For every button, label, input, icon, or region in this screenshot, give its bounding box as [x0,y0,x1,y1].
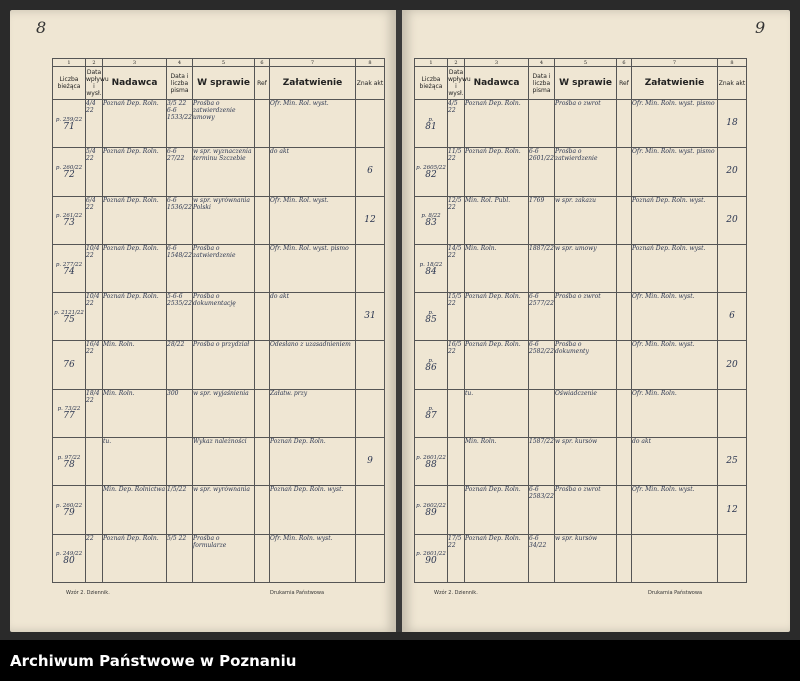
cell-sign [718,534,747,582]
cell-entry-number: 74 [63,266,75,277]
cell-ref-number: p. [428,406,434,413]
cell-sign: 18 [718,100,747,148]
cell-date-sign: 6-6 34/22 [529,534,555,582]
cell-sign [356,100,385,148]
col-number: 5 [193,59,255,67]
cell-lp [415,148,448,196]
cell-date-recv: 4/4 22 [86,100,103,148]
ledger-body-left [53,100,385,583]
cell-sign [718,244,747,292]
cell-ref [617,100,632,148]
cell-settlement: do akt [270,148,356,196]
cell-ref-number: p. [428,116,434,123]
cell-sign: 6 [718,293,747,341]
cell-date-sign: 6-6 1536/22 [167,196,193,244]
col-number: 7 [270,59,356,67]
col-number: 8 [356,59,385,67]
cell-sign: 20 [718,148,747,196]
ledger-row [53,100,385,148]
header-lp: Liczba bieżąca [415,67,448,100]
ledger-row [53,389,385,437]
cell-entry-number: 77 [63,411,75,422]
cell-ref-number: p. 97/22 [57,454,81,461]
ledger-row [415,534,747,582]
cell-sender: Poznań Dep. Roln. [465,100,529,148]
cell-ref-number: p. 259/22 [55,116,83,123]
cell-sender: Poznań Dep. Roln. [103,534,167,582]
header-ref: Ref [255,67,270,100]
cell-lp [415,534,448,582]
ledger-row [415,389,747,437]
cell-lp [53,438,86,486]
cell-ref [617,389,632,437]
col-number: 5 [555,59,617,67]
left-page-number: 8 [36,18,47,37]
cell-matter: Oświadczenie [555,389,617,437]
cell-ref [617,341,632,389]
header-lp: Liczba bieżąca [53,67,86,100]
cell-ref [617,148,632,196]
cell-sign: 20 [718,341,747,389]
cell-entry-number: 71 [63,121,75,132]
cell-lp [415,196,448,244]
cell-sign [356,486,385,534]
cell-sender: Poznań Dep. Roln. [103,293,167,341]
cell-settlement: Poznań Dep. Roln. wyst. [632,244,718,292]
cell-ref-number: p. 261/22 [55,213,83,220]
header-date-sign: Data i liczba pisma [167,67,193,100]
ledger-row [53,486,385,534]
cell-settlement: Ofr. Min. Rol. wyst. pismo [270,244,356,292]
col-number: 3 [465,59,529,67]
cell-sender: tu. [103,438,167,486]
cell-date-recv: 6/4 22 [86,196,103,244]
cell-sender: Poznań Dep. Roln. [103,100,167,148]
cell-entry-number: 84 [425,266,437,277]
column-number-row [415,59,747,67]
cell-entry-number: 73 [63,218,75,229]
cell-entry-number: 85 [425,314,437,325]
header-sender: Nadawca [465,67,529,100]
cell-ref-number: p. 73/22 [57,406,81,413]
cell-sender: tu. [465,389,529,437]
cell-ref [255,100,270,148]
cell-ref [617,486,632,534]
cell-date-sign: 28/22 [167,341,193,389]
cell-settlement: Poznań Dep. Roln. [270,438,356,486]
cell-sender: Min. Dep. Rolnictwa [103,486,167,534]
column-number-row [53,59,385,67]
cell-date-sign: 1/5/22 [167,486,193,534]
cell-ref-number: p. 2605/22 [416,164,446,171]
header-matter: W sprawie [555,67,617,100]
cell-lp [415,293,448,341]
cell-sign: 31 [356,293,385,341]
cell-sign: 12 [356,196,385,244]
col-number: 3 [103,59,167,67]
cell-matter: Prośba o zwrot [555,293,617,341]
cell-matter: w spr. umowy [555,244,617,292]
cell-lp [53,148,86,196]
cell-ref-number: p. [428,309,434,316]
cell-date-sign [529,100,555,148]
cell-settlement: do akt [270,293,356,341]
cell-matter: Prośba o zwrot [555,100,617,148]
ledger-row [415,293,747,341]
cell-sender: Min. Rol. Publ. [465,196,529,244]
cell-matter: w spr. wyrównania Polski [193,196,255,244]
cell-matter: w spr. kursów [555,534,617,582]
cell-sender: Min. Roln. [465,244,529,292]
cell-ref [255,244,270,292]
cell-entry-number: 87 [425,411,437,422]
cell-matter: w spr. wyrównania [193,486,255,534]
cell-lp [415,244,448,292]
cell-settlement: Ofr. Min. Rol. wyst. [270,196,356,244]
cell-ref [617,534,632,582]
cell-entry-number: 83 [425,218,437,229]
cell-matter: Prośba o zwrot [555,486,617,534]
cell-date-sign: 6-6 2601/22 [529,148,555,196]
cell-date-sign: 6-6 27/22 [167,148,193,196]
header-date-recv: Data wpływu i wysł. [86,67,103,100]
cell-ref [617,196,632,244]
cell-matter: Prośba o zatwierdzenie [193,244,255,292]
footer-form-label-left: Wzór 2. Dziennik. [66,590,110,596]
cell-settlement: Załatw. przy [270,389,356,437]
cell-date-sign: 5/5 22 [167,534,193,582]
cell-matter: w spr. kursów [555,438,617,486]
cell-sender: Poznań Dep. Roln. [103,148,167,196]
ledger-row [415,341,747,389]
ledger-row [415,148,747,196]
ledger-row [53,438,385,486]
cell-settlement: Ofr. Min. Rol. wyst. [270,100,356,148]
cell-date-sign: 6-6 2582/22 [529,341,555,389]
cell-sign [356,389,385,437]
archive-label: Archiwum Państwowe w Poznaniu [10,652,297,670]
cell-matter: Prośba o dokumentację [193,293,255,341]
cell-matter: w spr. zakazu [555,196,617,244]
col-number: 4 [167,59,193,67]
cell-ref-number: p. 2121/22 [54,309,84,316]
ledger-row [415,486,747,534]
cell-entry-number: 88 [425,459,437,470]
cell-date-sign: 1887/22 [529,244,555,292]
cell-date-recv: 18/4 22 [86,389,103,437]
cell-date-sign: 6-6 1548/22 [167,244,193,292]
cell-matter: Prośba o zatwierdzenie umowy [193,100,255,148]
cell-lp [415,486,448,534]
cell-date-recv: 10/4 22 [86,244,103,292]
cell-matter: w spr. wyznaczenia terminu Szczebie [193,148,255,196]
cell-ref [255,438,270,486]
cell-date-recv: 12/5 22 [448,196,465,244]
col-number: 2 [448,59,465,67]
cell-sender: Poznań Dep. Roln. [465,148,529,196]
cell-date-recv: 4/5 22 [448,100,465,148]
cell-ref [255,293,270,341]
cell-date-recv: 10/4 22 [86,293,103,341]
cell-lp [53,534,86,582]
cell-matter: Prośba o zatwierdzenie [555,148,617,196]
header-ref: Ref [617,67,632,100]
ledger-row [53,196,385,244]
cell-date-sign: 1587/22 [529,438,555,486]
footer-printer-right: Drukarnia Państwowa [648,590,703,596]
cell-sender: Poznań Dep. Roln. [465,534,529,582]
cell-matter: Prośba o dokumenty [555,341,617,389]
col-number: 8 [718,59,747,67]
cell-date-sign: 1769 [529,196,555,244]
cell-lp [53,196,86,244]
cell-ref [617,244,632,292]
cell-date-sign: 3/5 22 6-6 1533/22 [167,100,193,148]
ledger-table-left [52,58,385,583]
cell-date-sign: 300 [167,389,193,437]
cell-date-sign [529,389,555,437]
header-sign: Znak akt [356,67,385,100]
header-date-sign: Data i liczba pisma [529,67,555,100]
cell-sign [356,341,385,389]
cell-entry-number: 76 [63,359,75,370]
col-number: 6 [255,59,270,67]
col-number: 7 [632,59,718,67]
cell-settlement: Ofr. Min. Roln. wyst. pismo [632,100,718,148]
cell-settlement: Ofr. Min. Roln. wyst. [632,486,718,534]
cell-sign [356,244,385,292]
cell-ref-number: p. 2602/22 [416,503,446,510]
ledger-row [53,534,385,582]
cell-date-recv: 16/5 22 [448,341,465,389]
cell-ref [255,196,270,244]
archive-footer-bar [0,640,800,681]
cell-entry-number: 78 [63,459,75,470]
ledger-row [53,293,385,341]
cell-ref [255,148,270,196]
cell-date-recv [86,438,103,486]
ledger-body-right [415,100,747,583]
cell-date-sign: 6-6 2577/22 [529,293,555,341]
cell-entry-number: 75 [63,314,75,325]
cell-entry-number: 90 [425,556,437,567]
cell-entry-number: 82 [425,169,437,180]
cell-ref [617,438,632,486]
cell-date-recv: 16/4 22 [86,341,103,389]
ledger-row [415,196,747,244]
cell-settlement: Ofr. Min. Roln. wyst. [270,534,356,582]
footer-form-label-right: Wzór 2. Dziennik. [434,590,478,596]
cell-date-recv: 17/5 22 [448,534,465,582]
cell-sign: 9 [356,438,385,486]
cell-sender: Min. Roln. [465,438,529,486]
cell-sign: 12 [718,486,747,534]
cell-entry-number: 79 [63,508,75,519]
ledger-row [53,148,385,196]
cell-sign: 20 [718,196,747,244]
cell-settlement: Odesłano z uzasadnieniem [270,341,356,389]
cell-sender: Poznań Dep. Roln. [465,486,529,534]
cell-sender: Poznań Dep. Roln. [103,196,167,244]
cell-ref-number: p. 249/22 [55,551,83,558]
cell-sign: 6 [356,148,385,196]
cell-lp [53,100,86,148]
col-number: 1 [415,59,448,67]
cell-date-sign [167,438,193,486]
cell-sign: 25 [718,438,747,486]
cell-settlement [632,534,718,582]
col-number: 4 [529,59,555,67]
cell-lp [415,389,448,437]
cell-sender: Poznań Dep. Roln. [103,244,167,292]
ledger-row [415,244,747,292]
cell-matter: Prośba o przydział [193,341,255,389]
cell-lp [415,438,448,486]
cell-entry-number: 80 [63,556,75,567]
column-header-row [415,67,747,100]
cell-sender: Poznań Dep. Roln. [465,293,529,341]
header-sign: Znak akt [718,67,747,100]
right-page-number: 9 [755,18,766,37]
cell-date-recv: 15/5 22 [448,293,465,341]
cell-date-recv: 22 [86,534,103,582]
header-settlement: Załatwienie [270,67,356,100]
cell-date-recv [448,438,465,486]
cell-settlement: Ofr. Min. Roln. [632,389,718,437]
cell-sender: Min. Roln. [103,341,167,389]
ledger-table-right [414,58,747,583]
cell-date-recv [448,486,465,534]
cell-ref-number: p. 2601/22 [416,551,446,558]
ledger-row [415,438,747,486]
cell-ref [255,389,270,437]
cell-sign [356,534,385,582]
cell-settlement: do akt [632,438,718,486]
cell-sign [718,389,747,437]
cell-date-sign: 5-6-6 2535/22 [167,293,193,341]
cell-settlement: Ofr. Min. Roln. wyst. [632,341,718,389]
cell-ref-number: p. 277/22 [55,261,83,268]
cell-entry-number: 86 [425,363,437,374]
cell-ref-number: p. 8/22 [421,213,441,220]
cell-settlement: Poznań Dep. Roln. wyst. [632,196,718,244]
footer-printer-left: Drukarnia Państwowa [270,590,325,596]
cell-entry-number: 89 [425,508,437,519]
cell-date-recv [448,389,465,437]
cell-lp [53,341,86,389]
cell-settlement: Ofr. Min. Roln. wyst. [632,293,718,341]
cell-sender: Min. Roln. [103,389,167,437]
cell-date-recv: 5/4 22 [86,148,103,196]
cell-settlement: Poznań Dep. Roln. wyst. [270,486,356,534]
header-settlement: Załatwienie [632,67,718,100]
header-sender: Nadawca [103,67,167,100]
ledger-row [53,341,385,389]
cell-ref [255,341,270,389]
cell-ref [255,534,270,582]
header-date-recv: Data wpływu i wysł. [448,67,465,100]
header-matter: W sprawie [193,67,255,100]
ledger-row [53,244,385,292]
cell-entry-number: 72 [63,169,75,180]
cell-ref-number: p. 260/22 [55,503,83,510]
column-header-row [53,67,385,100]
cell-ref-number: p. 18/22 [419,261,443,268]
cell-lp [53,389,86,437]
cell-lp [53,244,86,292]
cell-ref-number: p. 260/22 [55,164,83,171]
cell-settlement: Ofr. Min. Roln. wyst. pismo [632,148,718,196]
cell-ref [617,293,632,341]
cell-lp [53,486,86,534]
cell-date-recv: 14/5 22 [448,244,465,292]
col-number: 2 [86,59,103,67]
col-number: 1 [53,59,86,67]
cell-date-sign: 6-6 2583/22 [529,486,555,534]
cell-entry-number: 81 [425,121,437,132]
cell-ref-number: p. 2601/22 [416,454,446,461]
cell-lp [415,341,448,389]
cell-lp [53,293,86,341]
cell-matter: w spr. wyjaśnienia [193,389,255,437]
cell-ref-number: p. [428,358,434,365]
cell-sender: Poznań Dep. Roln. [465,341,529,389]
cell-date-recv [86,486,103,534]
cell-date-recv: 11/5 22 [448,148,465,196]
col-number: 6 [617,59,632,67]
cell-matter: Wykaz należności [193,438,255,486]
cell-lp [415,100,448,148]
ledger-row [415,100,747,148]
cell-ref [255,486,270,534]
cell-matter: Prośba o formularze [193,534,255,582]
